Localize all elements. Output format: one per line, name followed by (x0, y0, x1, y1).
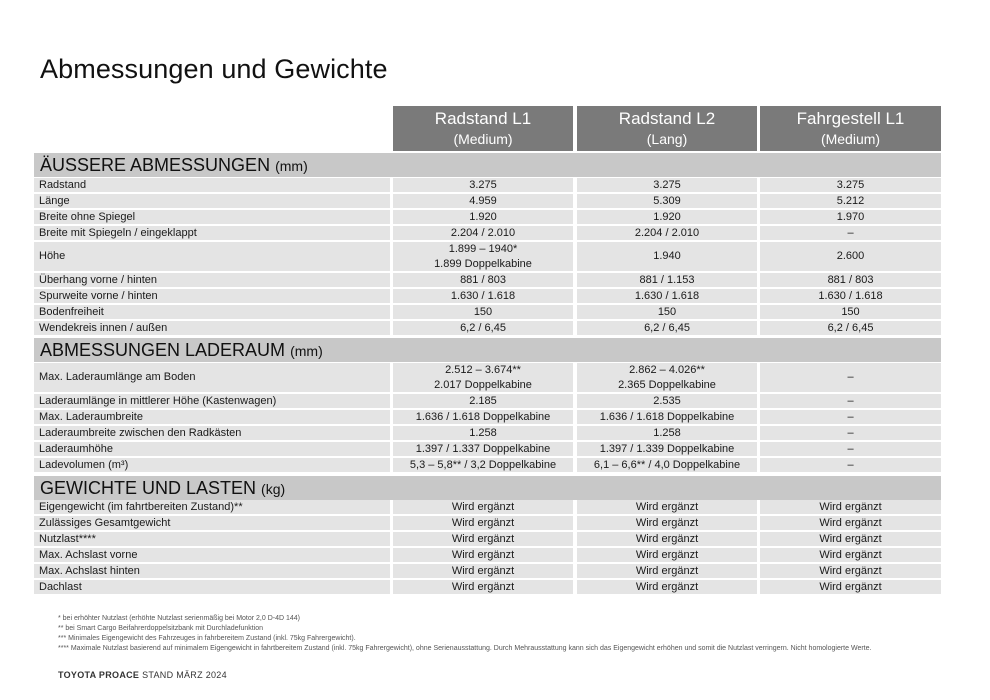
column-header-name: Radstand L1 (434, 109, 532, 128)
table-row (0, 410, 990, 424)
value-cell (760, 226, 941, 240)
value-cell (577, 580, 757, 594)
value-cell (760, 532, 941, 546)
row-label-text: Überhang vorne / hinten (39, 273, 158, 286)
value-cell (393, 580, 573, 594)
value-cell (393, 516, 573, 530)
value-cell (577, 410, 757, 424)
value-text: Wird ergänzt (451, 532, 515, 545)
row-label (34, 442, 390, 456)
footnote: *** Minimales Eigengewicht des Fahrzeuges in fahrbereitem Zustand (inkl. 75kg Fahrergewicht). (58, 635, 356, 642)
value-text: 2.535 (653, 394, 681, 407)
value-text: 2.365 Doppelkabine (618, 378, 716, 391)
value-text: 1.920 (653, 210, 681, 223)
value-cell (760, 426, 941, 440)
value-text: – (847, 371, 854, 383)
row-label (34, 426, 390, 440)
row-label (34, 363, 390, 392)
table-row (0, 394, 990, 408)
value-cell (577, 210, 757, 224)
value-cell (760, 289, 941, 303)
table-row (0, 363, 990, 392)
column-header-sub: (Medium) (820, 131, 881, 147)
row-label-text: Ladevolumen (m³) (39, 458, 129, 471)
column-header-name: Radstand L2 (618, 109, 716, 128)
value-text: 1.899 Doppelkabine (434, 257, 532, 270)
value-cell (393, 321, 573, 335)
table-row (0, 500, 990, 514)
value-cell (760, 458, 941, 472)
value-text: 3.275 (469, 178, 497, 191)
row-label (34, 410, 390, 424)
value-text: Wird ergänzt (635, 580, 699, 593)
value-text: 2.600 (836, 250, 865, 262)
table-row (0, 273, 990, 287)
value-text: Wird ergänzt (819, 564, 882, 577)
row-label (34, 242, 390, 271)
value-text: 881 / 803 (827, 273, 874, 286)
value-cell (760, 194, 941, 208)
row-label (34, 273, 390, 287)
value-text: Wird ergänzt (635, 516, 699, 529)
value-cell (760, 394, 941, 408)
value-cell (393, 426, 573, 440)
value-cell (577, 564, 757, 578)
row-label (34, 226, 390, 240)
section-title: ABMESSUNGEN LADERAUM (40, 340, 286, 360)
row-label-text: Breite mit Spiegeln / eingeklappt (39, 226, 197, 239)
row-label (34, 532, 390, 546)
row-label-text: Höhe (39, 250, 66, 262)
value-cell (760, 442, 941, 456)
row-label-text: Laderaumlänge in mittlerer Höhe (Kastenwagen) (39, 394, 277, 407)
value-text: 1.397 / 1.339 Doppelkabine (599, 442, 735, 455)
value-cell (577, 363, 757, 392)
row-label-text: Zulässiges Gesamtgewicht (39, 516, 171, 529)
value-text: Wird ergänzt (635, 500, 699, 513)
value-cell (577, 458, 757, 472)
row-label-text: Eigengewicht (im fahrtbereiten Zustand)** (39, 500, 243, 513)
brand-stand: STAND MÄRZ 2024 (142, 670, 227, 680)
value-cell (393, 442, 573, 456)
value-cell (393, 242, 573, 271)
row-label (34, 210, 390, 224)
footnote: **** Maximale Nutzlast basierend auf minimalem Eigengewicht in fahrtbereitem Zustand (inkl. 75kg Fahrergewicht), ohne Serienausstattung. Durch Mehrausstattung kann sich das Eigengewicht erhöhen und somit die Nutzlast verringern. Nicht homologierte Werte. (58, 645, 872, 652)
value-cell (393, 305, 573, 319)
section-unit: (mm) (290, 343, 323, 359)
value-text: 1.920 (469, 210, 497, 223)
brand-name: TOYOTA PROACE (58, 670, 140, 680)
row-label-text: Nutzlast**** (39, 532, 96, 545)
table-row (0, 210, 990, 224)
value-text: – (847, 226, 854, 239)
row-label-text: Laderaumhöhe (39, 442, 114, 455)
row-label-text: Max. Achslast hinten (39, 564, 140, 577)
value-cell (393, 548, 573, 562)
row-label-text: Max. Achslast vorne (39, 548, 138, 561)
value-text: 2.204 / 2.010 (634, 226, 700, 239)
value-cell (577, 289, 757, 303)
value-cell (577, 442, 757, 456)
value-text: 1.636 / 1.618 Doppelkabine (415, 410, 551, 423)
value-text: 1.258 (469, 426, 497, 439)
table-row (0, 226, 990, 240)
value-text: Wird ergänzt (451, 500, 515, 513)
row-label-text: Wendekreis innen / außen (39, 321, 168, 334)
value-text: 1.899 – 1940* (448, 242, 518, 255)
value-cell (577, 226, 757, 240)
row-label-text: Radstand (39, 178, 87, 191)
value-text: Wird ergänzt (819, 548, 882, 561)
row-label-text: Laderaumbreite zwischen den Radkästen (39, 426, 242, 439)
row-label-text: Breite ohne Spiegel (39, 210, 136, 223)
table-row (0, 242, 990, 271)
value-cell (393, 178, 573, 192)
value-cell (577, 305, 757, 319)
table-row (0, 548, 990, 562)
section-unit: (kg) (261, 481, 286, 497)
value-cell (393, 363, 573, 392)
value-text: 1.258 (653, 426, 681, 439)
value-text: 6,2 / 6,45 (827, 321, 874, 334)
value-text: Wird ergänzt (635, 532, 699, 545)
value-cell (577, 516, 757, 530)
value-cell (760, 273, 941, 287)
value-text: Wird ergänzt (451, 580, 515, 593)
value-text: Wird ergänzt (819, 516, 882, 529)
value-text: 1.397 / 1.337 Doppelkabine (415, 442, 551, 455)
value-text: 4.959 (469, 194, 497, 207)
value-text: – (847, 458, 854, 471)
value-cell (393, 458, 573, 472)
value-text: 1.630 / 1.618 (818, 289, 883, 302)
value-cell (760, 548, 941, 562)
value-text: 2.204 / 2.010 (450, 226, 516, 239)
column-header-name: Fahrgestell L1 (796, 109, 905, 128)
value-text: 881 / 803 (460, 273, 506, 286)
value-text: 5.212 (836, 194, 865, 207)
table-row (0, 564, 990, 578)
value-text: – (847, 410, 854, 423)
column-header-2 (577, 106, 757, 151)
value-cell (577, 321, 757, 335)
value-text: 150 (657, 305, 677, 318)
value-cell (577, 532, 757, 546)
value-text: 2.862 – 4.026** (629, 363, 705, 376)
value-text: – (847, 426, 854, 439)
value-text: Wird ergänzt (635, 548, 699, 561)
value-text: – (847, 442, 854, 455)
value-text: 6,2 / 6,45 (460, 321, 506, 334)
row-label (34, 458, 390, 472)
row-label-text: Bodenfreiheit (39, 305, 104, 318)
value-text: 1.940 (653, 250, 681, 262)
value-cell (577, 242, 757, 271)
row-label (34, 178, 390, 192)
brand-line (58, 670, 227, 680)
value-cell (760, 242, 941, 271)
value-cell (393, 289, 573, 303)
value-cell (393, 194, 573, 208)
column-header-1 (393, 106, 573, 151)
value-cell (760, 500, 941, 514)
table-row (0, 426, 990, 440)
value-text: 3.275 (836, 178, 865, 191)
value-cell (760, 363, 941, 392)
section-header (34, 338, 941, 362)
value-cell (760, 321, 941, 335)
table-row (0, 580, 990, 594)
column-header-3 (760, 106, 941, 151)
row-label (34, 289, 390, 303)
value-text: 150 (473, 305, 493, 318)
value-cell (393, 532, 573, 546)
value-cell (760, 564, 941, 578)
value-text: 5,3 – 5,8** / 3,2 Doppelkabine (409, 458, 557, 471)
value-cell (577, 500, 757, 514)
value-cell (393, 564, 573, 578)
value-text: 2.185 (469, 394, 497, 407)
row-label (34, 548, 390, 562)
value-cell (760, 305, 941, 319)
row-label-text: Spurweite vorne / hinten (39, 289, 158, 302)
value-text: Wird ergänzt (819, 580, 882, 593)
table-row (0, 532, 990, 546)
value-text: Wird ergänzt (451, 548, 515, 561)
table-row (0, 178, 990, 192)
value-text: 6,2 / 6,45 (644, 321, 690, 334)
row-label (34, 194, 390, 208)
value-text: Wird ergänzt (451, 516, 515, 529)
value-cell (577, 426, 757, 440)
value-cell (760, 580, 941, 594)
table-row (0, 442, 990, 456)
value-cell (393, 410, 573, 424)
section-header (34, 153, 941, 177)
table-row (0, 458, 990, 472)
value-text: Wird ergänzt (635, 564, 699, 577)
row-label-text: Max. Laderaumbreite (39, 410, 143, 423)
value-cell (577, 273, 757, 287)
section-unit: (mm) (275, 158, 308, 174)
value-text: 6,1 – 6,6** / 4,0 Doppelkabine (593, 458, 741, 471)
value-cell (760, 516, 941, 530)
row-label (34, 305, 390, 319)
column-header-sub: (Medium) (453, 131, 513, 147)
section-title: ÄUSSERE ABMESSUNGEN (40, 155, 271, 175)
footnotes (58, 614, 898, 654)
value-cell (577, 548, 757, 562)
value-cell (760, 410, 941, 424)
row-label (34, 321, 390, 335)
value-cell (577, 194, 757, 208)
value-text: 1.970 (836, 210, 865, 223)
value-cell (393, 394, 573, 408)
value-text: 150 (841, 305, 860, 318)
page-title: Abmessungen und Gewichte (40, 54, 388, 84)
table-row (0, 321, 990, 335)
column-header-sub: (Lang) (646, 131, 688, 147)
row-label (34, 564, 390, 578)
footnote: * bei erhöhter Nutzlast (erhöhte Nutzlast serienmäßig bei Motor 2,0 D-4D 144) (58, 615, 300, 622)
row-label-text: Länge (39, 194, 70, 207)
value-text: 2.512 – 3.674** (445, 363, 521, 376)
value-text: – (847, 394, 854, 407)
value-cell (577, 394, 757, 408)
value-cell (393, 210, 573, 224)
value-text: 1.630 / 1.618 (450, 289, 516, 302)
value-text: Wird ergänzt (819, 500, 882, 513)
table-row (0, 289, 990, 303)
table-row (0, 516, 990, 530)
value-cell (577, 178, 757, 192)
section-title: GEWICHTE UND LASTEN (40, 478, 257, 498)
value-cell (760, 210, 941, 224)
value-text: Wird ergänzt (451, 564, 515, 577)
value-cell (393, 500, 573, 514)
value-cell (393, 273, 573, 287)
row-label (34, 580, 390, 594)
value-text: 2.017 Doppelkabine (434, 378, 532, 391)
section-header (34, 476, 941, 500)
footnote: ** bei Smart Cargo Beifahrerdoppelsitzbank mit Durchladefunktion (58, 625, 264, 632)
value-text: 5.309 (653, 194, 681, 207)
table-row (0, 194, 990, 208)
table-row (0, 305, 990, 319)
row-label (34, 500, 390, 514)
row-label-text: Max. Laderaumlänge am Boden (39, 371, 196, 383)
value-text: 881 / 1.153 (639, 273, 695, 286)
value-cell (393, 226, 573, 240)
value-text: 1.630 / 1.618 (634, 289, 700, 302)
value-text: 3.275 (653, 178, 681, 191)
row-label-text: Dachlast (39, 580, 82, 593)
value-cell (760, 178, 941, 192)
value-text: 1.636 / 1.618 Doppelkabine (599, 410, 735, 423)
value-text: Wird ergänzt (819, 532, 882, 545)
row-label (34, 394, 390, 408)
row-label (34, 516, 390, 530)
